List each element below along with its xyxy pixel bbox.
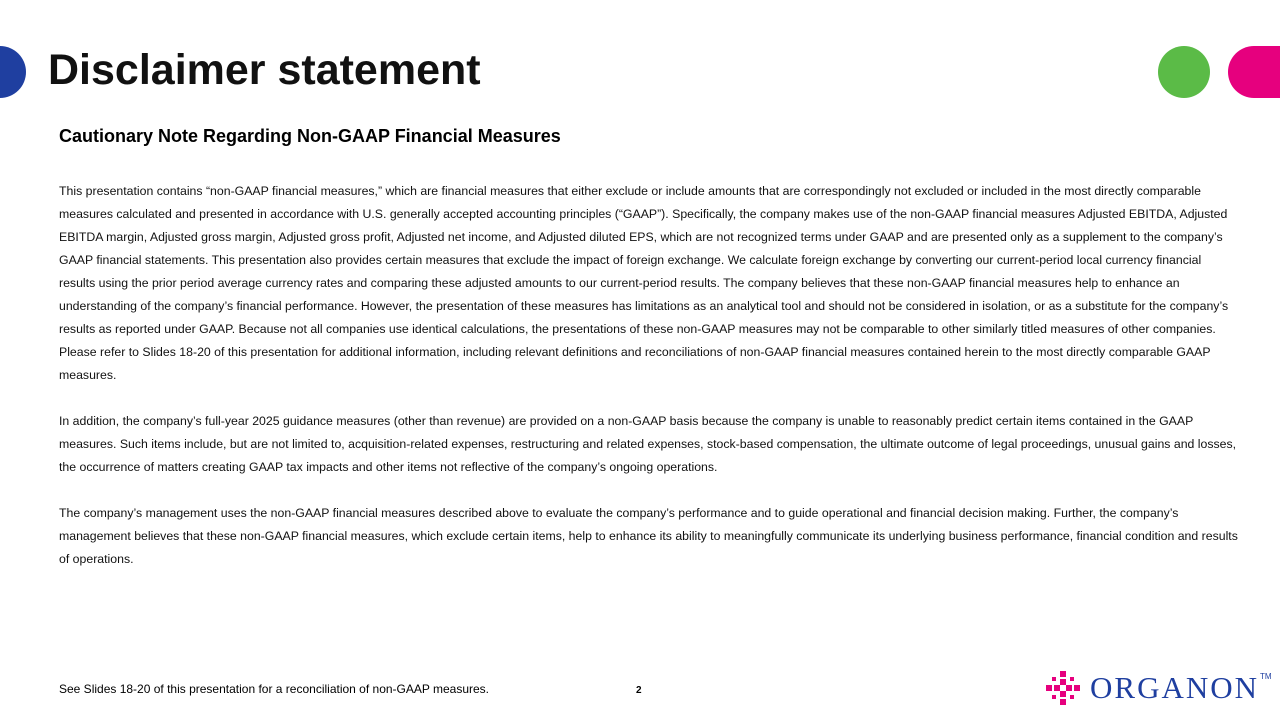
page-title: Disclaimer statement [48, 46, 481, 94]
organon-logo-mark-icon [1044, 669, 1082, 707]
footnote: See Slides 18-20 of this presentation for a reconciliation of non-GAAP measures. [59, 682, 490, 696]
page-number: 2 [636, 685, 642, 696]
organon-logo-wordmark: ORGANON [1090, 670, 1259, 705]
decorative-green-circle [1158, 46, 1210, 98]
disclaimer-body [59, 180, 1239, 594]
section-subtitle: Cautionary Note Regarding Non-GAAP Financial Measures [59, 126, 561, 146]
paragraph-management: The company’s management uses the non-GAAP financial measures described above to evaluate the company’s performance and to guide operational and financial decision making. Further, the company’s management believes that these non-GAAP financial measures, which exclude certain items, help to enhance its ability to meaningfully communicate its underlying business performance, financial condition and results of operations. [59, 506, 1238, 566]
trademark-symbol: TM [1260, 672, 1272, 681]
decorative-pink-pill [1228, 46, 1280, 98]
decorative-blue-circle [0, 46, 26, 98]
organon-logo [1044, 668, 1272, 708]
paragraph-guidance: In addition, the company’s full-year 2025 guidance measures (other than revenue) are provided on a non-GAAP basis because the company is unable to reasonably predict certain items contained in the GAAP measures. Such items include, but are not limited to, acquisition-related expenses, restructuring and related expenses, stock-based compensation, the ultimate outcome of legal proceedings, unusual gains and losses, the occurrence of matters creating GAAP tax impacts and other items not reflective of the company’s ongoing operations. [59, 414, 1237, 474]
paragraph-non-gaap: This presentation contains “non-GAAP financial measures,” which are financial measures that either exclude or include amounts that are correspondingly not excluded or included in the most directly comparable measures calculated and presented in accordance with U.S. generally accepted accounting principles (“GAAP”). Specifically, the company makes use of the non-GAAP financial measures Adjusted EBITDA, Adjusted EBITDA margin, Adjusted gross margin, Adjusted gross profit, Adjusted net income, and Adjusted diluted EPS, which are not recognized terms under GAAP and are presented only as a supplement to the company’s GAAP financial statements. This presentation also provides certain measures that exclude the impact of foreign exchange. We calculate foreign exchange by converting our current-period local currency financial results using the prior period average currency rates and comparing these adjusted amounts to our current-period results. The company believes that these non-GAAP financial measures help to enhance an understanding of the company’s financial performance. However, the presentation of these measures has limitations as an analytical tool and should not be considered in isolation, or as a substitute for the company’s results as reported under GAAP. Because not all companies use identical calculations, the presentations of these non-GAAP measures may not be comparable to other similarly titled measures of other companies. Please refer to Slides 18-20 of this presentation for additional information, including relevant definitions and reconciliations of non-GAAP financial measures contained herein to the most directly comparable GAAP measures. [59, 184, 1229, 382]
